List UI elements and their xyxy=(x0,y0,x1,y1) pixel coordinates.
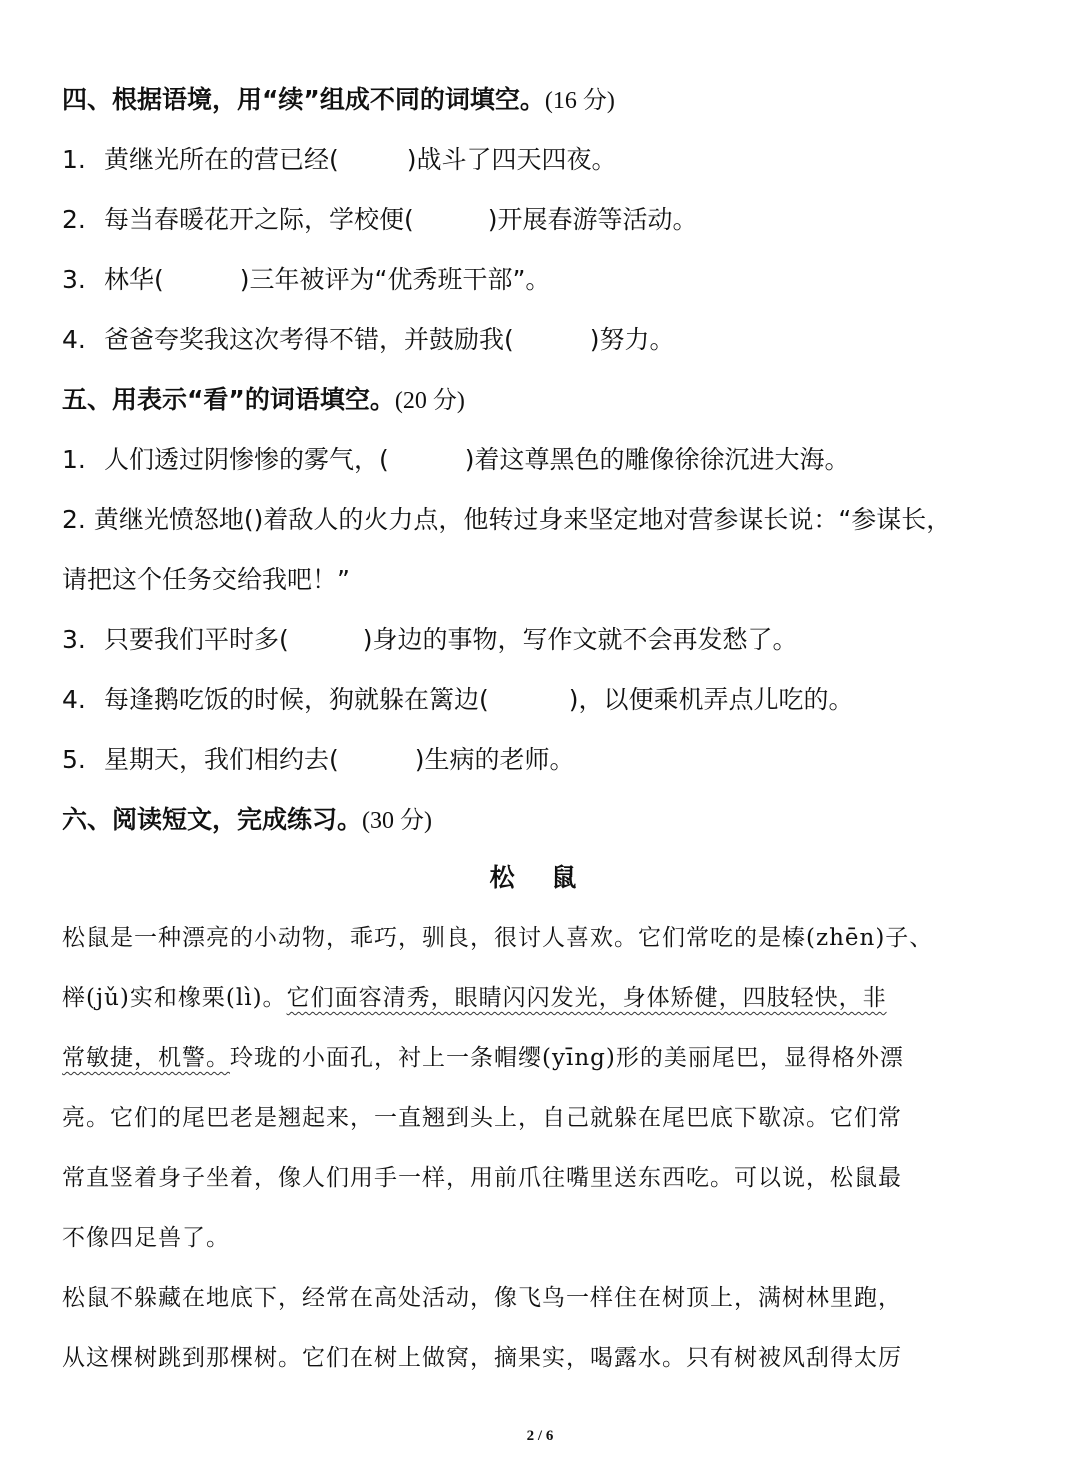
section4-points: (16 分) xyxy=(544,88,615,114)
question-text-before: 人们透过阴惨惨的雾气，( xyxy=(104,445,389,474)
passage-text: 玲珑的小面孔，衬上一条帽缨(yīng)形的美丽尾巴，显得格外漂 xyxy=(230,1045,904,1071)
passage-line xyxy=(62,1278,1018,1318)
section5-points: (20 分) xyxy=(394,388,465,414)
passage-text: 从这棵树跳到那棵树。它们在树上做窝，摘果实，喝露水。只有树被风刮得太厉 xyxy=(62,1345,902,1371)
question-text-before: 黄继光所在的营已经( xyxy=(104,145,339,174)
section5-question-1 xyxy=(62,440,1018,480)
passage-text: 榉(jǔ)实和橡栗(lì)。 xyxy=(62,985,287,1011)
question-number: 4. xyxy=(62,685,86,714)
passage-line xyxy=(62,1158,1018,1198)
section6-points: (30 分) xyxy=(362,808,432,834)
question-text-after: )着这尊黑色的雕像徐徐沉进大海。 xyxy=(464,445,850,474)
section4-question-1 xyxy=(62,140,1018,180)
question-text-after: )三年被评为“优秀班干部”。 xyxy=(239,265,551,294)
passage-line xyxy=(62,1038,1018,1078)
question-text: 黄继光愤怒地()着敌人的火力点，他转过身来坚定地对营参谋长说：“参谋长， xyxy=(93,505,952,534)
question-number: 2. xyxy=(62,205,86,234)
section4-heading xyxy=(62,80,1018,121)
question-number: 1. xyxy=(62,445,86,474)
question-text-after: )战斗了四天四夜。 xyxy=(406,145,617,174)
question-number: 5. xyxy=(62,745,86,774)
section4-question-3 xyxy=(62,260,1018,300)
section4-question-2 xyxy=(62,200,1018,240)
passage-text: 松鼠不躲藏在地底下，经常在高处活动，像飞鸟一样住在树顶上，满树林里跑， xyxy=(62,1285,902,1311)
question-text-after: )开展春游等活动。 xyxy=(487,205,698,234)
passage-line xyxy=(62,918,1018,958)
section5-question-4 xyxy=(62,680,1018,720)
question-text-after: )身边的事物，写作文就不会再发愁了。 xyxy=(362,625,798,654)
question-number: 3. xyxy=(62,265,86,294)
passage-title: 松 鼠 xyxy=(489,863,591,892)
passage-text: 常直竖着身子坐着，像人们用手一样，用前爪往嘴里送东西吃。可以说，松鼠最 xyxy=(62,1165,902,1191)
section6-title: 六、阅读短文，完成练习。 xyxy=(62,805,363,834)
question-text-before: 只要我们平时多( xyxy=(104,625,289,654)
section5-title: 五、用表示“看”的词语填空。 xyxy=(62,385,395,414)
passage-line xyxy=(62,1098,1018,1138)
section5-question-2 xyxy=(62,500,1018,540)
question-number: 2. xyxy=(62,505,86,534)
question-text-after: )努力。 xyxy=(589,325,675,354)
passage-line xyxy=(62,1218,1018,1258)
question-text-before: 爸爸夸奖我这次考得不错，并鼓励我( xyxy=(104,325,514,354)
passage-text: 不像四足兽了。 xyxy=(62,1225,230,1251)
question-text-before: 林华( xyxy=(104,265,164,294)
question-text-before: 星期天，我们相约去( xyxy=(104,745,339,774)
question-text-before: 每当春暖花开之际，学校便( xyxy=(104,205,414,234)
question-number: 1. xyxy=(62,145,86,174)
passage-text: 松鼠是一种漂亮的小动物，乖巧，驯良，很讨人喜欢。它们常吃的是榛(zhēn)子、 xyxy=(62,925,934,951)
section5-question-2-continued xyxy=(62,560,1018,600)
question-text-continued: 请把这个任务交给我吧！” xyxy=(62,565,350,594)
section5-heading xyxy=(62,380,1018,421)
section4-question-4 xyxy=(62,320,1018,360)
passage-line xyxy=(62,1338,1018,1378)
section4-title: 四、根据语境，用“续”组成不同的词填空。 xyxy=(62,85,545,114)
section5-question-5 xyxy=(62,740,1018,780)
question-text-after: )生病的老师。 xyxy=(414,745,575,774)
question-text-before: 每逢鹅吃饭的时候，狗就躲在篱边( xyxy=(104,685,489,714)
passage-underlined-text: 它们面容清秀，眼睛闪闪发光，身体矫健，四肢轻快，非 xyxy=(286,985,887,1011)
passage-line xyxy=(62,978,1018,1018)
page-number: 2 / 6 xyxy=(526,1428,554,1444)
question-text-after: )，以便乘机弄点儿吃的。 xyxy=(568,685,854,714)
question-number: 4. xyxy=(62,325,86,354)
passage-underlined-text: 常敏捷，机警。 xyxy=(62,1045,230,1071)
passage-text: 亮。它们的尾巴老是翘起来，一直翘到头上，自己就躲在尾巴底下歇凉。它们常 xyxy=(62,1105,902,1131)
section6-heading xyxy=(62,800,1018,841)
section5-question-3 xyxy=(62,620,1018,660)
question-number: 3. xyxy=(62,625,86,654)
